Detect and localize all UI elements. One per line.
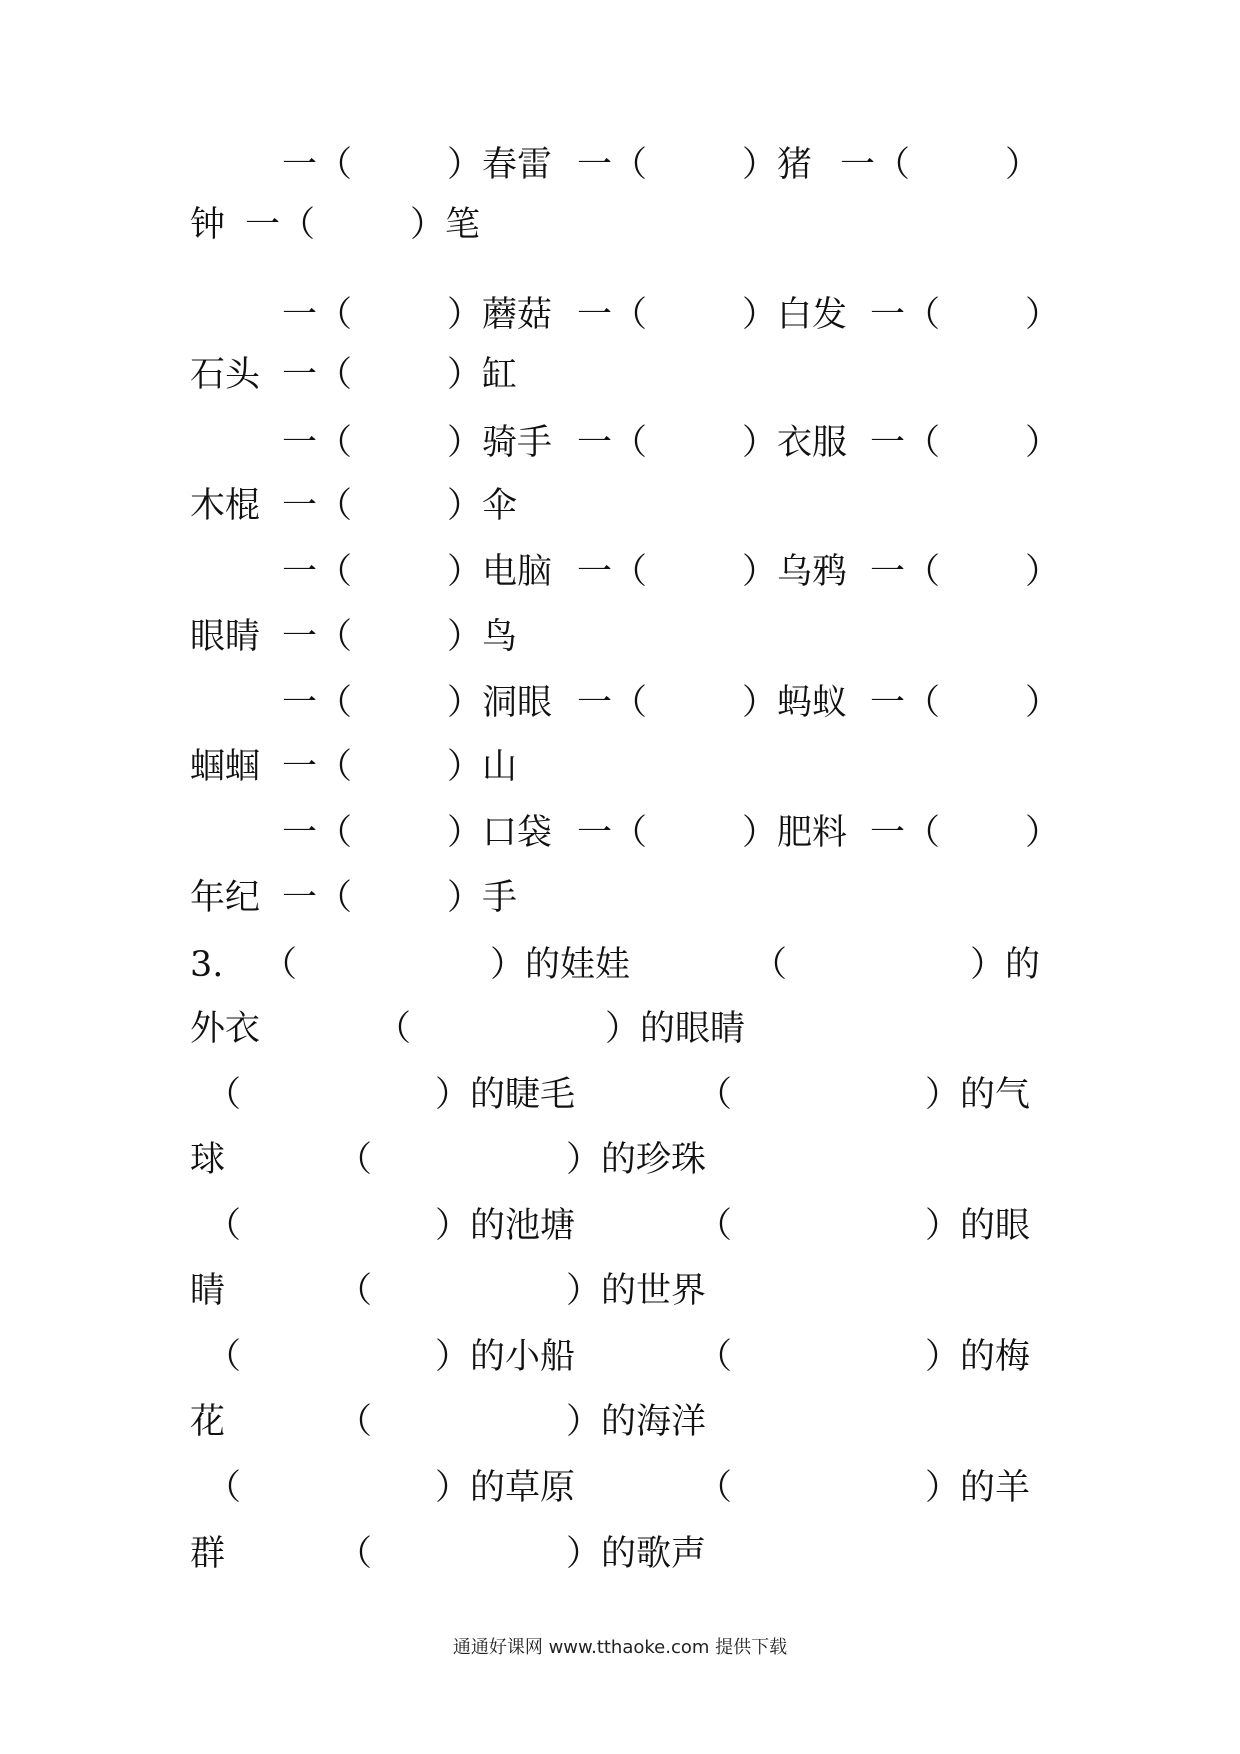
s2-row-4 xyxy=(0,350,1240,400)
blank-open: （ xyxy=(697,1337,733,1377)
blank-open: （ xyxy=(752,945,788,985)
blank-close-word: ）白发 xyxy=(742,295,848,335)
blank-open: 一（ xyxy=(245,205,316,245)
blank-close-word: ）的小船 xyxy=(435,1337,576,1377)
blank-close-word: ）的世界 xyxy=(566,1271,707,1311)
blank-open: 一（ xyxy=(282,423,353,463)
blank-open: 一（ xyxy=(282,617,353,657)
blank-open: （ xyxy=(262,945,298,985)
blank-open: 一（ xyxy=(870,552,941,592)
blank-close: ） xyxy=(1025,423,1061,463)
s2-row-12 xyxy=(0,873,1240,923)
word: 蝈蝈 xyxy=(190,747,261,787)
blank-open: （ xyxy=(697,1468,733,1508)
s2-row-7 xyxy=(0,547,1240,597)
s3-row-5 xyxy=(0,1201,1240,1251)
blank-open: 一（ xyxy=(282,552,353,592)
blank-close: ） xyxy=(1025,683,1061,723)
blank-open: 一（ xyxy=(282,295,353,335)
blank-close-word: ）的气 xyxy=(925,1075,1031,1115)
blank-close: ） xyxy=(1025,295,1061,335)
blank-open: （ xyxy=(206,1337,242,1377)
blank-open: 一（ xyxy=(870,423,941,463)
blank-open: （ xyxy=(376,1009,412,1049)
word: 木棍 xyxy=(190,486,261,526)
blank-open: （ xyxy=(697,1206,733,1246)
blank-close-word: ）的草原 xyxy=(435,1468,576,1508)
s3-row-7 xyxy=(0,1332,1240,1382)
blank-open: 一（ xyxy=(577,683,648,723)
blank-close-word: ）猪 xyxy=(742,145,813,185)
blank-open: 一（ xyxy=(282,747,353,787)
blank-close-word: ）蚂蚁 xyxy=(742,683,848,723)
blank-open: 一（ xyxy=(870,683,941,723)
blank-open: 一（ xyxy=(282,878,353,918)
word: 钟 xyxy=(190,205,226,245)
blank-close-word: ）的 xyxy=(970,945,1041,985)
blank-close-word: ）的羊 xyxy=(925,1468,1031,1508)
blank-close-word: ）伞 xyxy=(447,486,518,526)
blank-close-word: ）春雷 xyxy=(447,145,553,185)
blank-close: ） xyxy=(1025,552,1061,592)
section-number: 3. xyxy=(190,945,224,985)
blank-open: 一（ xyxy=(282,355,353,395)
blank-close-word: ）山 xyxy=(447,747,518,787)
blank-open: （ xyxy=(337,1402,373,1442)
blank-close-word: ）的眼睛 xyxy=(605,1009,746,1049)
word: 睛 xyxy=(190,1271,226,1311)
s2-row-2 xyxy=(0,200,1240,250)
blank-close-word: ）骑手 xyxy=(447,423,553,463)
s2-row-3 xyxy=(0,290,1240,340)
s3-row-2 xyxy=(0,1004,1240,1054)
s3-row-4 xyxy=(0,1135,1240,1185)
blank-close-word: ）的海洋 xyxy=(566,1402,707,1442)
blank-open: 一（ xyxy=(282,813,353,853)
blank-close-word: ）的梅 xyxy=(925,1337,1031,1377)
word: 眼睛 xyxy=(190,617,261,657)
blank-close-word: ）的池塘 xyxy=(435,1206,576,1246)
word: 外衣 xyxy=(190,1009,261,1049)
blank-close-word: ）笔 xyxy=(410,205,481,245)
blank-close-word: ）电脑 xyxy=(447,552,553,592)
blank-close-word: ）蘑菇 xyxy=(447,295,553,335)
word: 群 xyxy=(190,1534,226,1574)
word: 石头 xyxy=(190,355,261,395)
s3-row-3 xyxy=(0,1070,1240,1120)
blank-open: 一（ xyxy=(282,486,353,526)
blank-close-word: ）鸟 xyxy=(447,617,518,657)
blank-open: （ xyxy=(206,1075,242,1115)
blank-close-word: ）的珍珠 xyxy=(566,1140,707,1180)
blank-open: 一（ xyxy=(577,813,648,853)
blank-open: 一（ xyxy=(870,295,941,335)
blank-close-word: ）乌鸦 xyxy=(742,552,848,592)
blank-close-word: ）肥料 xyxy=(742,813,848,853)
blank-open: 一（ xyxy=(577,552,648,592)
word: 花 xyxy=(190,1402,226,1442)
blank-open: 一（ xyxy=(870,813,941,853)
s2-row-11 xyxy=(0,808,1240,858)
blank-open: （ xyxy=(206,1468,242,1508)
blank-open: （ xyxy=(337,1140,373,1180)
blank-close-word: ）的歌声 xyxy=(566,1534,707,1574)
s2-row-1 xyxy=(0,140,1240,190)
s3-row-8 xyxy=(0,1397,1240,1447)
blank-open: （ xyxy=(337,1271,373,1311)
blank-close-word: ）的娃娃 xyxy=(490,945,631,985)
blank-close-word: ）的眼 xyxy=(925,1206,1031,1246)
blank-close-word: ）衣服 xyxy=(742,423,848,463)
s2-row-10 xyxy=(0,742,1240,792)
s3-row-9 xyxy=(0,1463,1240,1513)
blank-open: 一（ xyxy=(577,145,648,185)
blank-close: ） xyxy=(1005,145,1041,185)
word: 年纪 xyxy=(190,878,261,918)
footer-credit: 通通好课网 www.tthaoke.com 提供下载 xyxy=(452,1637,788,1658)
s2-row-5 xyxy=(0,418,1240,468)
blank-open: 一（ xyxy=(282,145,353,185)
blank-open: （ xyxy=(337,1534,373,1574)
s2-row-9 xyxy=(0,678,1240,728)
s2-row-8 xyxy=(0,612,1240,662)
word: 球 xyxy=(190,1140,226,1180)
blank-open: 一（ xyxy=(577,423,648,463)
blank-close-word: ）缸 xyxy=(447,355,518,395)
blank-open: 一（ xyxy=(840,145,911,185)
blank-open: 一（ xyxy=(282,683,353,723)
blank-close-word: ）的睫毛 xyxy=(435,1075,576,1115)
s2-row-6 xyxy=(0,481,1240,531)
s3-row-6 xyxy=(0,1266,1240,1316)
s3-row-1 xyxy=(0,940,1240,990)
blank-open: 一（ xyxy=(577,295,648,335)
s3-row-10 xyxy=(0,1529,1240,1579)
blank-open: （ xyxy=(697,1075,733,1115)
blank-close-word: ）洞眼 xyxy=(447,683,553,723)
blank-open: （ xyxy=(206,1206,242,1246)
blank-close-word: ）手 xyxy=(447,878,518,918)
blank-close: ） xyxy=(1025,813,1061,853)
blank-close-word: ）口袋 xyxy=(447,813,553,853)
